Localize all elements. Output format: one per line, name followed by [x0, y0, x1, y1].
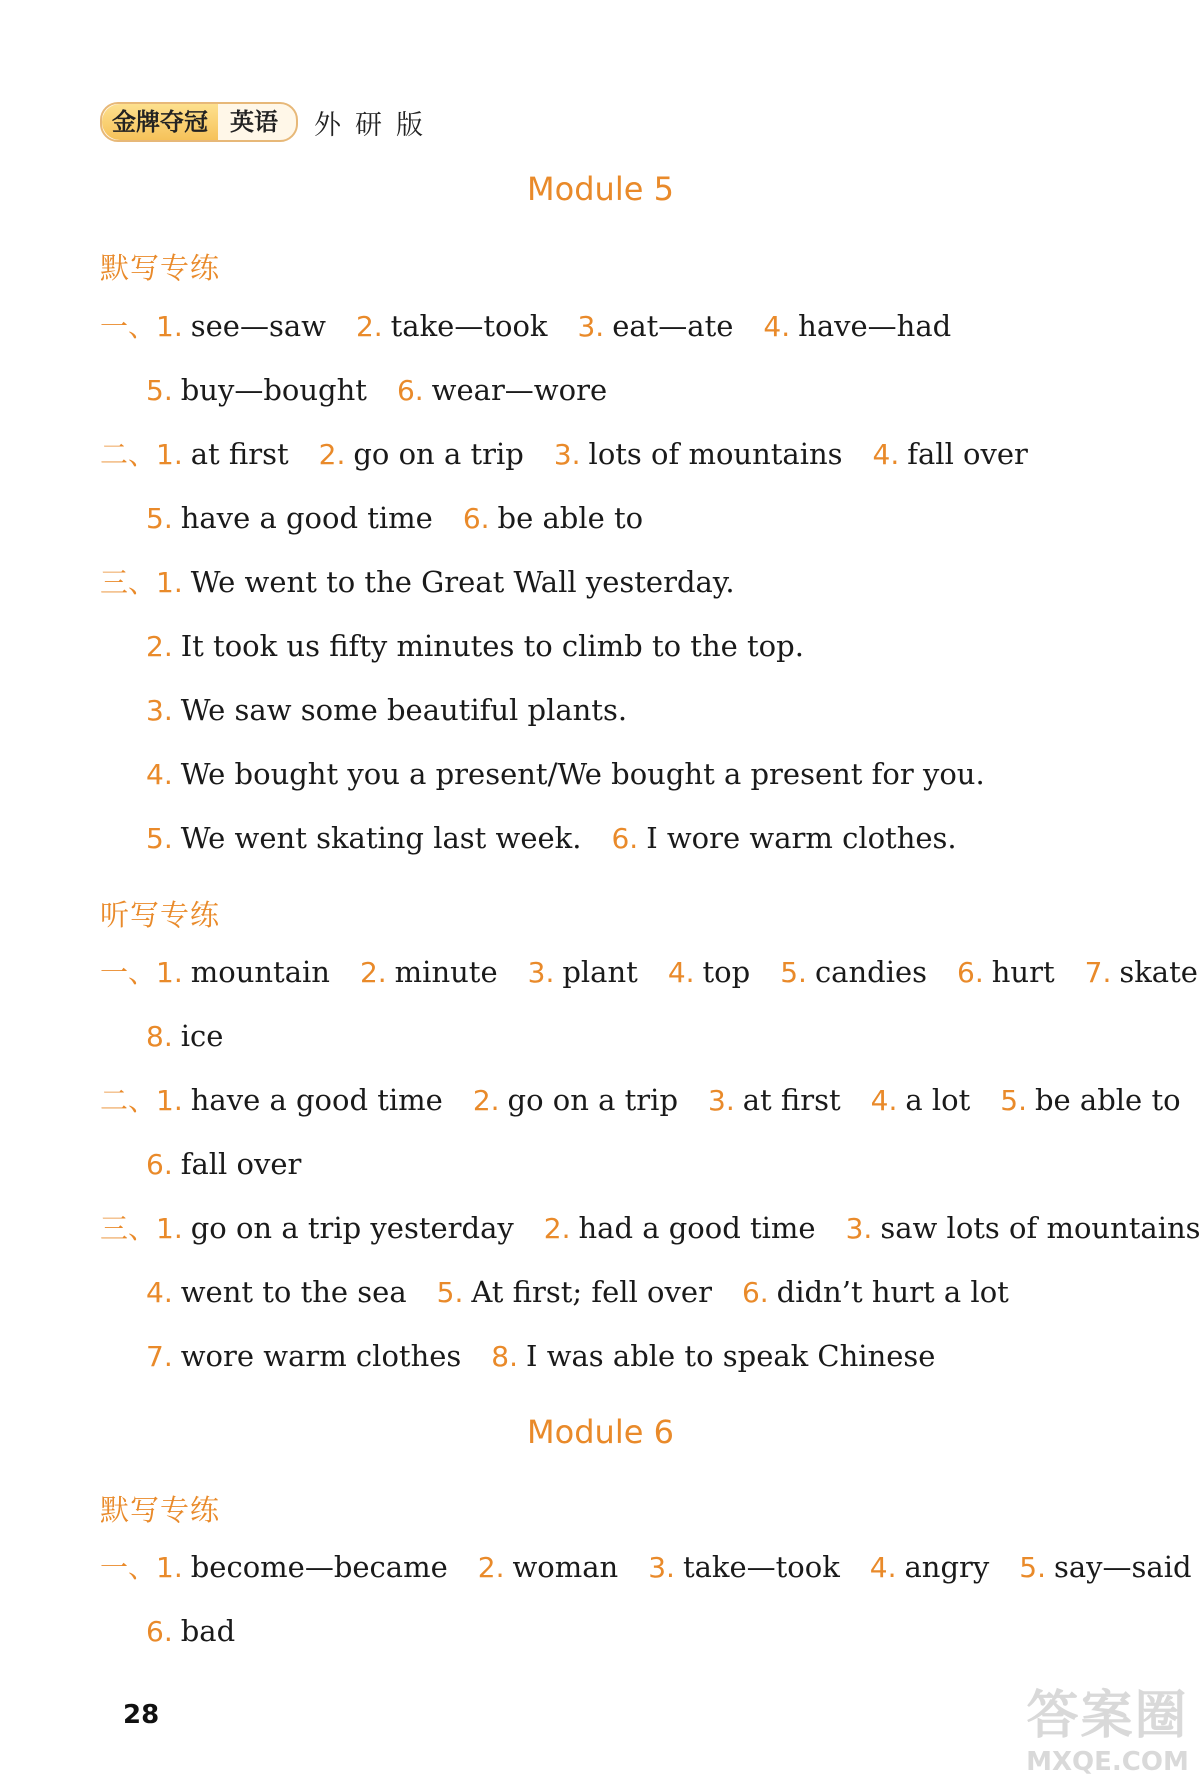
item-text: minute — [394, 955, 498, 989]
item-number: 6. — [146, 1615, 173, 1648]
edition-label: 外研版 — [314, 109, 437, 141]
item-text: mountain — [190, 955, 330, 989]
item-text: say—said — [1053, 1550, 1192, 1584]
answer-line — [146, 626, 804, 667]
answer-line — [100, 306, 951, 347]
item-text: had a good time — [578, 1211, 816, 1245]
answer-item — [156, 565, 735, 599]
item-number: 7. — [146, 1340, 173, 1373]
brand-name: 金牌夺冠 — [102, 104, 218, 140]
item-text: ice — [180, 1019, 224, 1053]
answer-item — [957, 955, 1055, 989]
item-text: bad — [180, 1614, 236, 1648]
answer-item — [1000, 1083, 1180, 1117]
answer-line — [146, 1611, 235, 1652]
answer-line — [100, 562, 735, 603]
item-text: It took us fifty minutes to climb to the top. — [180, 629, 804, 663]
item-text: at first — [742, 1083, 841, 1117]
item-text: At first; fell over — [471, 1275, 712, 1309]
item-number: 3. — [708, 1084, 735, 1117]
answer-item — [554, 437, 843, 471]
answer-item — [478, 1550, 618, 1584]
item-text: at first — [190, 437, 289, 471]
item-number: 2. — [146, 630, 173, 663]
answer-item — [846, 1211, 1201, 1245]
answer-item — [356, 309, 548, 343]
item-number: 8. — [146, 1020, 173, 1053]
answer-item — [146, 1019, 223, 1053]
answer-item — [156, 1550, 448, 1584]
item-number: 5. — [146, 502, 173, 535]
item-text: plant — [562, 955, 638, 989]
answer-line — [146, 1336, 935, 1377]
answer-line — [100, 434, 1028, 475]
item-number: 6. — [957, 956, 984, 989]
watermark-logo: 答案圈 — [1026, 1686, 1189, 1746]
item-text: a lot — [905, 1083, 971, 1117]
item-number: 6. — [396, 374, 424, 407]
item-number: 2. — [318, 438, 346, 471]
item-text: I was able to speak Chinese — [526, 1339, 936, 1373]
section-dictation-m6: 默写专练 — [100, 1493, 221, 1527]
book-header — [100, 103, 437, 141]
item-number: 3. — [527, 956, 555, 989]
item-text: have a good time — [190, 1083, 443, 1117]
item-text: woman — [512, 1550, 619, 1584]
answer-item — [873, 437, 1028, 471]
item-text: We saw some beautiful plants. — [180, 693, 628, 727]
item-number: 4. — [763, 310, 791, 343]
answer-item — [360, 955, 498, 989]
item-text: buy—bought — [180, 373, 367, 407]
item-number: 1. — [156, 1212, 183, 1245]
answer-line — [146, 754, 985, 795]
answer-item — [146, 629, 804, 663]
item-number: 6. — [611, 822, 639, 855]
part-marker: 一、 — [100, 956, 157, 989]
answer-item — [319, 437, 524, 471]
answer-line — [146, 1144, 301, 1185]
item-number: 1. — [156, 956, 183, 989]
answer-item — [146, 821, 581, 855]
watermark-url: MXQE.COM — [1026, 1747, 1189, 1777]
item-number: 3. — [845, 1212, 873, 1245]
item-number: 5. — [1019, 1551, 1046, 1584]
page-number: 28 — [123, 1700, 160, 1730]
item-number: 2. — [477, 1551, 505, 1584]
watermark — [1015, 1685, 1200, 1792]
item-number: 5. — [436, 1276, 464, 1309]
item-text: go on a trip — [507, 1083, 679, 1117]
answer-item — [763, 309, 951, 343]
item-text: eat—ate — [612, 309, 734, 343]
answer-item — [146, 1339, 461, 1373]
answer-item — [156, 1083, 443, 1117]
answer-item — [463, 501, 643, 535]
part-marker: 三、 — [100, 1212, 157, 1245]
item-number: 1. — [156, 438, 183, 471]
answer-item — [397, 373, 607, 407]
item-text: have a good time — [180, 501, 433, 535]
item-text: candies — [814, 955, 928, 989]
answer-line — [100, 952, 1198, 993]
answer-item — [156, 1211, 514, 1245]
section-dictation-m5: 默写专练 — [100, 251, 221, 285]
item-number: 4. — [146, 758, 173, 791]
answer-item — [146, 501, 433, 535]
module-5-title: Module 5 — [527, 170, 674, 208]
item-number: 6. — [741, 1276, 769, 1309]
item-text: be able to — [1034, 1083, 1181, 1117]
answer-item — [648, 1550, 840, 1584]
item-text: I wore warm clothes. — [646, 821, 957, 855]
item-number: 6. — [146, 1148, 173, 1181]
answer-item — [146, 693, 627, 727]
item-number: 2. — [472, 1084, 500, 1117]
answer-item — [870, 1550, 990, 1584]
item-text: become—became — [190, 1550, 448, 1584]
item-text: fall over — [907, 437, 1028, 471]
item-number: 3. — [648, 1551, 675, 1584]
answer-line — [146, 370, 607, 411]
answer-line — [100, 1080, 1181, 1121]
answer-line — [100, 1208, 1201, 1249]
answer-item — [780, 955, 927, 989]
item-text: see—saw — [190, 309, 326, 343]
item-number: 4. — [872, 438, 900, 471]
item-number: 5. — [146, 374, 173, 407]
item-number: 5. — [1000, 1084, 1027, 1117]
item-number: 1. — [156, 566, 183, 599]
answer-line — [146, 690, 627, 731]
item-text: lots of mountains — [588, 437, 843, 471]
item-text: fall over — [180, 1147, 302, 1181]
part-marker: 二、 — [100, 1084, 157, 1117]
answer-item — [708, 1083, 841, 1117]
module-6-title: Module 6 — [527, 1413, 674, 1451]
answer-item — [156, 437, 289, 471]
answer-item — [528, 955, 638, 989]
item-number: 2. — [359, 956, 387, 989]
answer-item — [156, 955, 330, 989]
answer-item — [668, 955, 750, 989]
answer-item — [146, 373, 367, 407]
answer-item — [1085, 955, 1198, 989]
answer-line — [146, 498, 643, 539]
item-number: 7. — [1084, 956, 1112, 989]
item-number: 5. — [146, 822, 173, 855]
answer-item — [742, 1275, 1009, 1309]
item-text: take—took — [390, 309, 548, 343]
item-text: We went skating last week. — [180, 821, 582, 855]
answer-item — [146, 1147, 301, 1181]
item-text: We went to the Great Wall yesterday. — [190, 565, 735, 599]
answer-item — [146, 1614, 235, 1648]
item-text: hurt — [991, 955, 1055, 989]
item-number: 4. — [870, 1084, 898, 1117]
answer-item — [146, 1275, 407, 1309]
part-marker: 一、 — [100, 310, 157, 343]
item-text: be able to — [497, 501, 644, 535]
answer-line — [146, 818, 957, 859]
item-number: 6. — [462, 502, 490, 535]
item-number: 1. — [156, 1084, 183, 1117]
answer-line — [146, 1016, 223, 1057]
answer-item — [437, 1275, 712, 1309]
answer-item — [544, 1211, 816, 1245]
answer-item — [577, 309, 733, 343]
answer-item — [491, 1339, 935, 1373]
item-text: saw lots of mountains — [880, 1211, 1201, 1245]
item-text: didn’t hurt a lot — [776, 1275, 1009, 1309]
answer-item — [146, 757, 985, 791]
item-number: 4. — [869, 1551, 897, 1584]
answer-line — [100, 1547, 1192, 1588]
answer-item — [156, 309, 326, 343]
item-text: wore warm clothes — [180, 1339, 462, 1373]
part-marker: 二、 — [100, 438, 157, 471]
answer-item — [611, 821, 956, 855]
item-number: 4. — [146, 1276, 173, 1309]
answer-line — [146, 1272, 1009, 1313]
brand-badge — [100, 102, 298, 142]
item-text: skate — [1119, 955, 1198, 989]
item-number: 1. — [156, 1551, 183, 1584]
item-number: 4. — [667, 956, 695, 989]
answer-item — [473, 1083, 678, 1117]
item-number: 3. — [146, 694, 173, 727]
item-text: went to the sea — [180, 1275, 407, 1309]
item-text: angry — [904, 1550, 990, 1584]
item-number: 8. — [491, 1340, 519, 1373]
item-number: 3. — [553, 438, 581, 471]
item-number: 3. — [577, 310, 605, 343]
item-number: 1. — [156, 310, 183, 343]
answer-item — [1019, 1550, 1191, 1584]
answer-item — [871, 1083, 971, 1117]
item-number: 2. — [543, 1212, 571, 1245]
item-text: go on a trip yesterday — [190, 1211, 514, 1245]
item-text: We bought you a present/We bought a present for you. — [180, 757, 985, 791]
item-text: go on a trip — [353, 437, 524, 471]
item-number: 5. — [780, 956, 807, 989]
item-text: have—had — [798, 309, 952, 343]
item-number: 2. — [355, 310, 383, 343]
item-text: top — [702, 955, 751, 989]
item-text: take—took — [682, 1550, 840, 1584]
subject-name: 英语 — [230, 108, 278, 136]
part-marker: 三、 — [100, 566, 157, 599]
item-text: wear—wore — [431, 373, 608, 407]
section-listening-m5: 听写专练 — [100, 898, 221, 932]
part-marker: 一、 — [100, 1551, 157, 1584]
